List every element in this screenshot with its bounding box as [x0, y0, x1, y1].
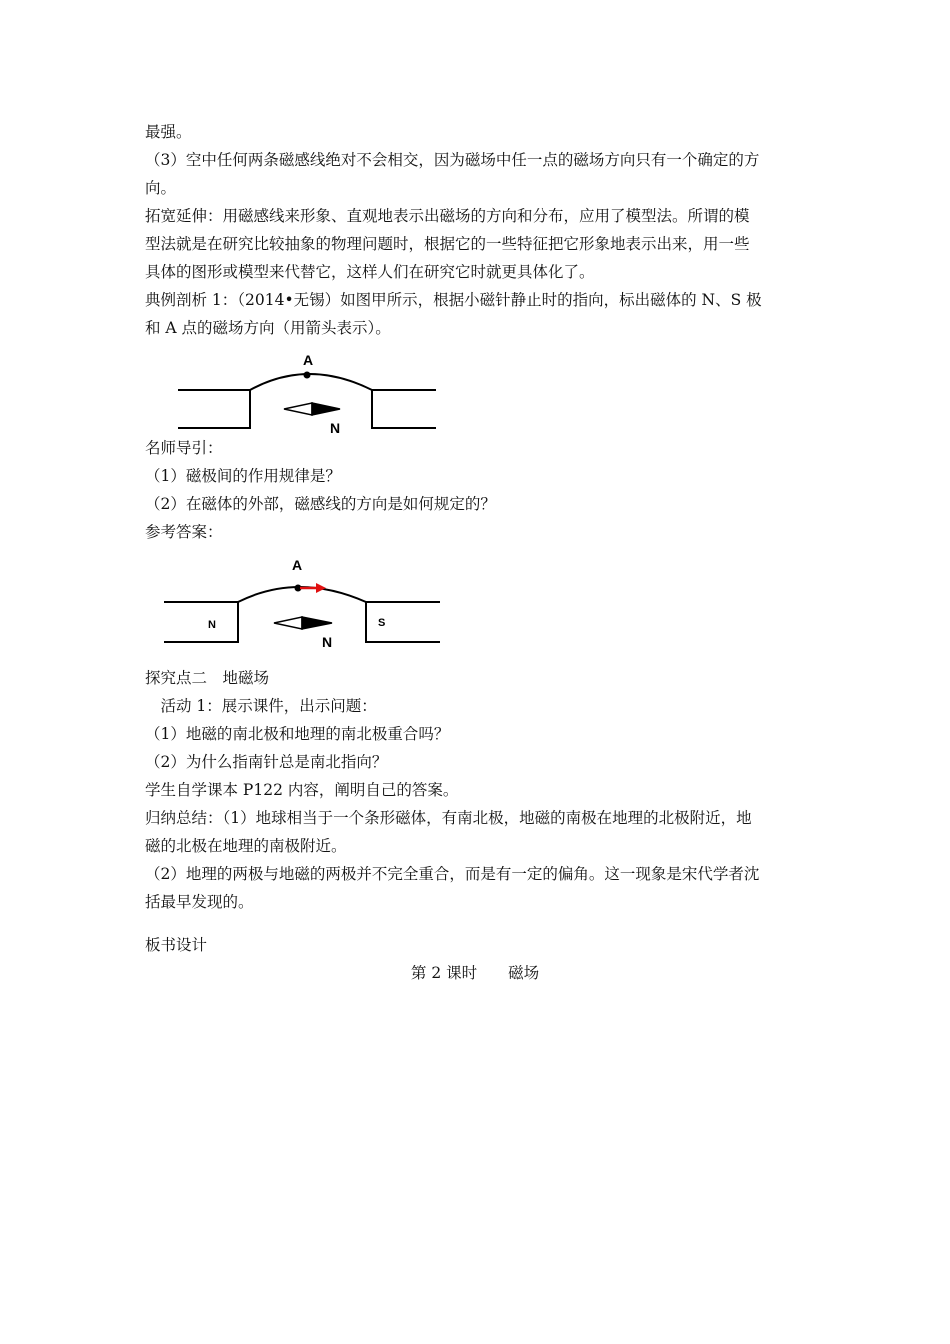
text-line: 括最早发现的。	[145, 893, 254, 911]
text-line: 向。	[145, 179, 177, 197]
left-pole-label: N	[208, 619, 216, 631]
text-line: 最强。	[145, 123, 192, 141]
needle-south-half	[274, 617, 302, 629]
needle-north-half	[302, 617, 332, 629]
needle-north-half	[312, 403, 340, 415]
text-line: （1）磁极间的作用规律是？	[145, 467, 341, 485]
text-line: （3）空中任何两条磁感线绝对不会相交，因为磁场中任一点的磁场方向只有一个确定的方	[145, 151, 760, 169]
point-a-label: A	[303, 352, 314, 368]
section-heading: 探究点二 地磁场	[145, 669, 270, 687]
text-line: 归纳总结：（1）地球相当于一个条形磁体，有南北极，地磁的南极在地理的北极附近，地	[145, 809, 752, 827]
text-line: （2）为什么指南针总是南北指向？	[145, 753, 388, 771]
magnet-figure-question	[170, 348, 450, 438]
text-line: 名师导引：	[145, 439, 223, 457]
text-line: 学生自学课本 P122 内容，阐明自己的答案。	[145, 781, 459, 799]
section-heading: 板书设计	[145, 936, 208, 954]
needle-n-label: N	[330, 420, 341, 436]
text-line: 拓宽延伸：用磁感线来形象、直观地表示出磁场的方向和分布，应用了模型法。所谓的模	[145, 207, 750, 225]
board-title: 第 2 课时 磁场	[410, 964, 540, 982]
magnet-figure-answer	[160, 550, 450, 650]
point-a	[304, 372, 311, 379]
text-line: 和 A 点的磁场方向（用箭头表示）。	[145, 319, 391, 337]
right-magnet	[372, 390, 436, 428]
field-line	[250, 374, 372, 390]
field-direction-arrowhead	[316, 583, 326, 593]
text-line: 型法就是在研究比较抽象的物理问题时，根据它的一些特征把它形象地表示出来，用一些	[145, 235, 750, 253]
left-magnet	[164, 602, 238, 642]
needle-n-label: N	[322, 634, 333, 650]
text-line: （1）地磁的南北极和地理的南北极重合吗？	[145, 725, 450, 743]
text-line: 磁的北极在地理的南极附近。	[145, 837, 347, 855]
text-line: 活动 1：展示课件，出示问题：	[145, 697, 377, 715]
text-line: 具体的图形或模型来代替它，这样人们在研究它时就更具体化了。	[145, 263, 595, 281]
left-magnet	[178, 390, 250, 428]
point-a-label: A	[292, 557, 303, 573]
text-line: 典例剖析 1：（2014•无锡）如图甲所示，根据小磁针静止时的指向，标出磁体的 N、S 极	[145, 291, 762, 309]
text-line: 参考答案：	[145, 523, 223, 541]
text-line: （2）在磁体的外部，磁感线的方向是如何规定的？	[145, 495, 496, 513]
right-pole-label: S	[378, 617, 386, 629]
text-line: （2）地理的两极与地磁的两极并不完全重合，而是有一定的偏角。这一现象是宋代学者沈	[145, 865, 760, 883]
needle-south-half	[284, 403, 312, 415]
